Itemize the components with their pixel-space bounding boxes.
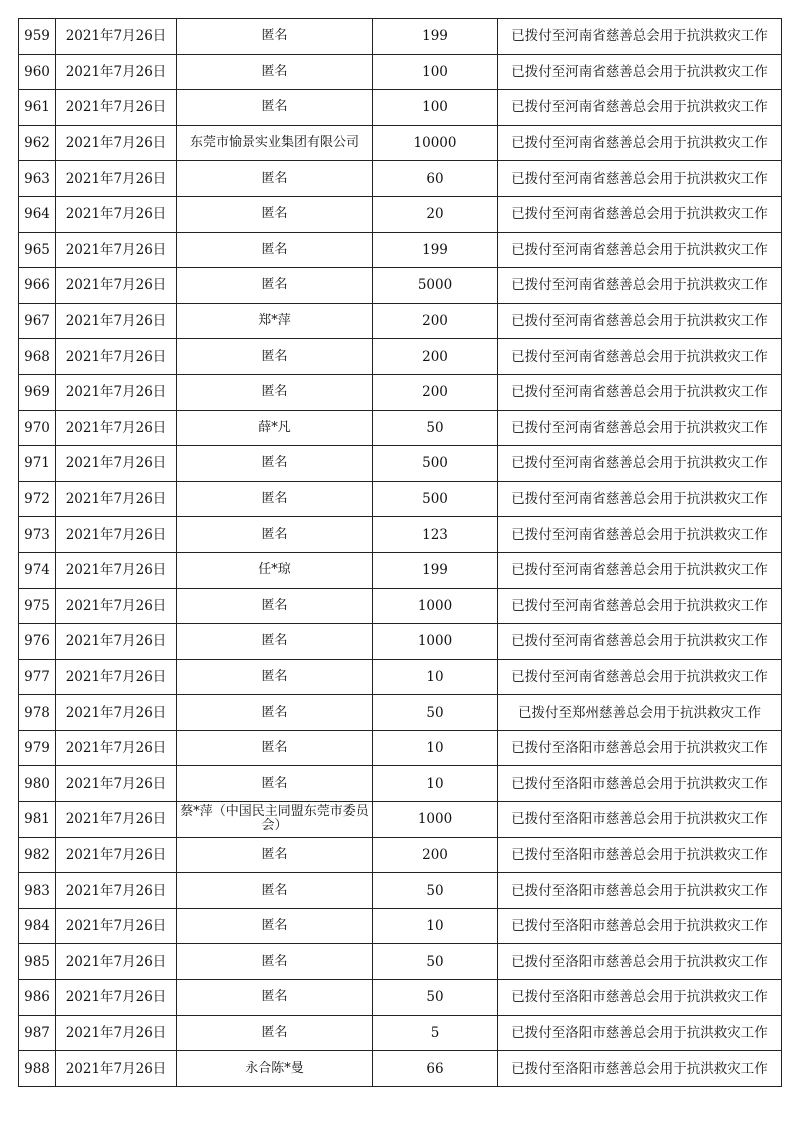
donation-date-cell: 2021年7月26日 (56, 410, 177, 446)
donor-name-cell: 郑*萍 (177, 303, 373, 339)
donation-date-cell: 2021年7月26日 (56, 766, 177, 802)
table-row (19, 908, 782, 944)
row-number-cell: 961 (19, 90, 56, 126)
table-row (19, 90, 782, 126)
donation-amount-cell: 10000 (373, 125, 498, 161)
donor-name-cell: 匿名 (177, 90, 373, 126)
table-row (19, 446, 782, 482)
table-row (19, 19, 782, 55)
donation-date-cell: 2021年7月26日 (56, 54, 177, 90)
allocation-note-cell: 已拨付至洛阳市慈善总会用于抗洪救灾工作 (498, 1051, 782, 1087)
table-row (19, 196, 782, 232)
donation-date-cell: 2021年7月26日 (56, 374, 177, 410)
donor-name-cell: 任*琼 (177, 552, 373, 588)
donation-amount-cell: 50 (373, 410, 498, 446)
allocation-note-cell: 已拨付至河南省慈善总会用于抗洪救灾工作 (498, 232, 782, 268)
row-number-cell: 960 (19, 54, 56, 90)
donation-amount-cell: 10 (373, 659, 498, 695)
donor-name-cell: 匿名 (177, 837, 373, 873)
donation-date-cell: 2021年7月26日 (56, 588, 177, 624)
donation-amount-cell: 199 (373, 19, 498, 55)
donation-date-cell: 2021年7月26日 (56, 873, 177, 909)
donation-amount-cell: 20 (373, 196, 498, 232)
row-number-cell: 962 (19, 125, 56, 161)
donation-date-cell: 2021年7月26日 (56, 837, 177, 873)
allocation-note-cell: 已拨付至河南省慈善总会用于抗洪救灾工作 (498, 161, 782, 197)
allocation-note-cell: 已拨付至洛阳市慈善总会用于抗洪救灾工作 (498, 730, 782, 766)
row-number-cell: 982 (19, 837, 56, 873)
row-number-cell: 968 (19, 339, 56, 375)
allocation-note-cell: 已拨付至河南省慈善总会用于抗洪救灾工作 (498, 659, 782, 695)
donor-name-cell: 匿名 (177, 161, 373, 197)
donation-date-cell: 2021年7月26日 (56, 19, 177, 55)
donor-name-cell: 匿名 (177, 659, 373, 695)
donation-date-cell: 2021年7月26日 (56, 196, 177, 232)
allocation-note-cell: 已拨付至河南省慈善总会用于抗洪救灾工作 (498, 90, 782, 126)
donation-amount-cell: 10 (373, 730, 498, 766)
allocation-note-cell: 已拨付至河南省慈善总会用于抗洪救灾工作 (498, 303, 782, 339)
allocation-note-cell: 已拨付至河南省慈善总会用于抗洪救灾工作 (498, 268, 782, 304)
table-row (19, 268, 782, 304)
table-row (19, 659, 782, 695)
donation-amount-cell: 200 (373, 303, 498, 339)
donation-date-cell: 2021年7月26日 (56, 659, 177, 695)
donation-amount-cell: 100 (373, 90, 498, 126)
donation-amount-cell: 200 (373, 339, 498, 375)
row-number-cell: 970 (19, 410, 56, 446)
allocation-note-cell: 已拨付至河南省慈善总会用于抗洪救灾工作 (498, 19, 782, 55)
donor-name-cell: 匿名 (177, 339, 373, 375)
donation-amount-cell: 5 (373, 1015, 498, 1051)
row-number-cell: 978 (19, 695, 56, 731)
donor-name-cell: 匿名 (177, 908, 373, 944)
allocation-note-cell: 已拨付至洛阳市慈善总会用于抗洪救灾工作 (498, 837, 782, 873)
row-number-cell: 976 (19, 624, 56, 660)
allocation-note-cell: 已拨付至河南省慈善总会用于抗洪救灾工作 (498, 481, 782, 517)
allocation-note-cell: 已拨付至洛阳市慈善总会用于抗洪救灾工作 (498, 944, 782, 980)
allocation-note-cell: 已拨付至河南省慈善总会用于抗洪救灾工作 (498, 410, 782, 446)
allocation-note-cell: 已拨付至洛阳市慈善总会用于抗洪救灾工作 (498, 802, 782, 838)
donor-name-cell: 匿名 (177, 446, 373, 482)
table-row (19, 125, 782, 161)
allocation-note-cell: 已拨付至河南省慈善总会用于抗洪救灾工作 (498, 54, 782, 90)
allocation-note-cell: 已拨付至洛阳市慈善总会用于抗洪救灾工作 (498, 980, 782, 1016)
row-number-cell: 973 (19, 517, 56, 553)
donation-date-cell: 2021年7月26日 (56, 268, 177, 304)
donation-date-cell: 2021年7月26日 (56, 90, 177, 126)
table-row (19, 552, 782, 588)
donation-amount-cell: 500 (373, 446, 498, 482)
donation-date-cell: 2021年7月26日 (56, 125, 177, 161)
table-row (19, 588, 782, 624)
row-number-cell: 959 (19, 19, 56, 55)
donation-date-cell: 2021年7月26日 (56, 161, 177, 197)
table-row (19, 980, 782, 1016)
donor-name-cell: 匿名 (177, 695, 373, 731)
donation-date-cell: 2021年7月26日 (56, 695, 177, 731)
donation-date-cell: 2021年7月26日 (56, 624, 177, 660)
donor-name-cell: 匿名 (177, 374, 373, 410)
donation-date-cell: 2021年7月26日 (56, 446, 177, 482)
donation-amount-cell: 200 (373, 374, 498, 410)
allocation-note-cell: 已拨付至河南省慈善总会用于抗洪救灾工作 (498, 374, 782, 410)
table-row (19, 766, 782, 802)
donor-name-cell: 匿名 (177, 232, 373, 268)
allocation-note-cell: 已拨付至河南省慈善总会用于抗洪救灾工作 (498, 339, 782, 375)
row-number-cell: 977 (19, 659, 56, 695)
row-number-cell: 988 (19, 1051, 56, 1087)
allocation-note-cell: 已拨付至河南省慈善总会用于抗洪救灾工作 (498, 624, 782, 660)
donation-amount-cell: 50 (373, 944, 498, 980)
donation-amount-cell: 200 (373, 837, 498, 873)
table-row (19, 232, 782, 268)
allocation-note-cell: 已拨付至河南省慈善总会用于抗洪救灾工作 (498, 125, 782, 161)
donation-date-cell: 2021年7月26日 (56, 802, 177, 838)
donor-name-cell: 匿名 (177, 588, 373, 624)
row-number-cell: 983 (19, 873, 56, 909)
allocation-note-cell: 已拨付至洛阳市慈善总会用于抗洪救灾工作 (498, 873, 782, 909)
table-row (19, 624, 782, 660)
donation-date-cell: 2021年7月26日 (56, 552, 177, 588)
table-row (19, 695, 782, 731)
row-number-cell: 969 (19, 374, 56, 410)
donation-amount-cell: 10 (373, 908, 498, 944)
donation-date-cell: 2021年7月26日 (56, 303, 177, 339)
donation-amount-cell: 123 (373, 517, 498, 553)
allocation-note-cell: 已拨付至河南省慈善总会用于抗洪救灾工作 (498, 446, 782, 482)
donation-amount-cell: 1000 (373, 588, 498, 624)
donor-name-cell: 匿名 (177, 1015, 373, 1051)
row-number-cell: 981 (19, 802, 56, 838)
donation-amount-cell: 50 (373, 980, 498, 1016)
table-row (19, 410, 782, 446)
table-row (19, 1015, 782, 1051)
donor-name-cell: 薛*凡 (177, 410, 373, 446)
donation-amount-cell: 66 (373, 1051, 498, 1087)
row-number-cell: 984 (19, 908, 56, 944)
table-row (19, 873, 782, 909)
donation-amount-cell: 60 (373, 161, 498, 197)
donation-date-cell: 2021年7月26日 (56, 980, 177, 1016)
donation-amount-cell: 100 (373, 54, 498, 90)
donation-amount-cell: 5000 (373, 268, 498, 304)
donation-amount-cell: 50 (373, 695, 498, 731)
donor-name-cell: 匿名 (177, 730, 373, 766)
donation-date-cell: 2021年7月26日 (56, 730, 177, 766)
row-number-cell: 966 (19, 268, 56, 304)
row-number-cell: 985 (19, 944, 56, 980)
donation-table (18, 18, 782, 1087)
donor-name-cell: 匿名 (177, 624, 373, 660)
table-row (19, 802, 782, 838)
table-row (19, 1051, 782, 1087)
allocation-note-cell: 已拨付至洛阳市慈善总会用于抗洪救灾工作 (498, 908, 782, 944)
donation-table-body (19, 19, 782, 1087)
allocation-note-cell: 已拨付至河南省慈善总会用于抗洪救灾工作 (498, 552, 782, 588)
row-number-cell: 971 (19, 446, 56, 482)
donor-name-cell: 匿名 (177, 268, 373, 304)
donor-name-cell: 匿名 (177, 766, 373, 802)
donation-date-cell: 2021年7月26日 (56, 908, 177, 944)
row-number-cell: 974 (19, 552, 56, 588)
donation-amount-cell: 199 (373, 552, 498, 588)
allocation-note-cell: 已拨付至河南省慈善总会用于抗洪救灾工作 (498, 517, 782, 553)
donor-name-cell: 匿名 (177, 873, 373, 909)
row-number-cell: 967 (19, 303, 56, 339)
donor-name-cell: 匿名 (177, 517, 373, 553)
row-number-cell: 972 (19, 481, 56, 517)
row-number-cell: 964 (19, 196, 56, 232)
donation-date-cell: 2021年7月26日 (56, 944, 177, 980)
donation-date-cell: 2021年7月26日 (56, 232, 177, 268)
table-row (19, 944, 782, 980)
table-row (19, 161, 782, 197)
table-row (19, 481, 782, 517)
table-row (19, 303, 782, 339)
row-number-cell: 979 (19, 730, 56, 766)
table-row (19, 339, 782, 375)
donor-name-cell: 匿名 (177, 980, 373, 1016)
table-row (19, 730, 782, 766)
donor-name-cell: 蔡*萍（中国民主同盟东莞市委员会） (177, 802, 373, 838)
row-number-cell: 975 (19, 588, 56, 624)
table-row (19, 54, 782, 90)
table-row (19, 374, 782, 410)
donor-name-cell: 匿名 (177, 54, 373, 90)
row-number-cell: 987 (19, 1015, 56, 1051)
allocation-note-cell: 已拨付至洛阳市慈善总会用于抗洪救灾工作 (498, 1015, 782, 1051)
allocation-note-cell: 已拨付至河南省慈善总会用于抗洪救灾工作 (498, 196, 782, 232)
donor-name-cell: 东莞市愉景实业集团有限公司 (177, 125, 373, 161)
donation-amount-cell: 500 (373, 481, 498, 517)
donation-date-cell: 2021年7月26日 (56, 517, 177, 553)
donor-name-cell: 匿名 (177, 19, 373, 55)
allocation-note-cell: 已拨付至郑州慈善总会用于抗洪救灾工作 (498, 695, 782, 731)
allocation-note-cell: 已拨付至洛阳市慈善总会用于抗洪救灾工作 (498, 766, 782, 802)
row-number-cell: 963 (19, 161, 56, 197)
donation-amount-cell: 1000 (373, 802, 498, 838)
row-number-cell: 986 (19, 980, 56, 1016)
donor-name-cell: 匿名 (177, 481, 373, 517)
donation-date-cell: 2021年7月26日 (56, 1051, 177, 1087)
donor-name-cell: 永合陈*曼 (177, 1051, 373, 1087)
donation-amount-cell: 199 (373, 232, 498, 268)
allocation-note-cell: 已拨付至河南省慈善总会用于抗洪救灾工作 (498, 588, 782, 624)
donation-date-cell: 2021年7月26日 (56, 339, 177, 375)
donation-amount-cell: 10 (373, 766, 498, 802)
donation-date-cell: 2021年7月26日 (56, 1015, 177, 1051)
donation-date-cell: 2021年7月26日 (56, 481, 177, 517)
row-number-cell: 965 (19, 232, 56, 268)
table-row (19, 517, 782, 553)
donor-name-cell: 匿名 (177, 196, 373, 232)
row-number-cell: 980 (19, 766, 56, 802)
donor-name-cell: 匿名 (177, 944, 373, 980)
table-row (19, 837, 782, 873)
donation-amount-cell: 1000 (373, 624, 498, 660)
donation-amount-cell: 50 (373, 873, 498, 909)
